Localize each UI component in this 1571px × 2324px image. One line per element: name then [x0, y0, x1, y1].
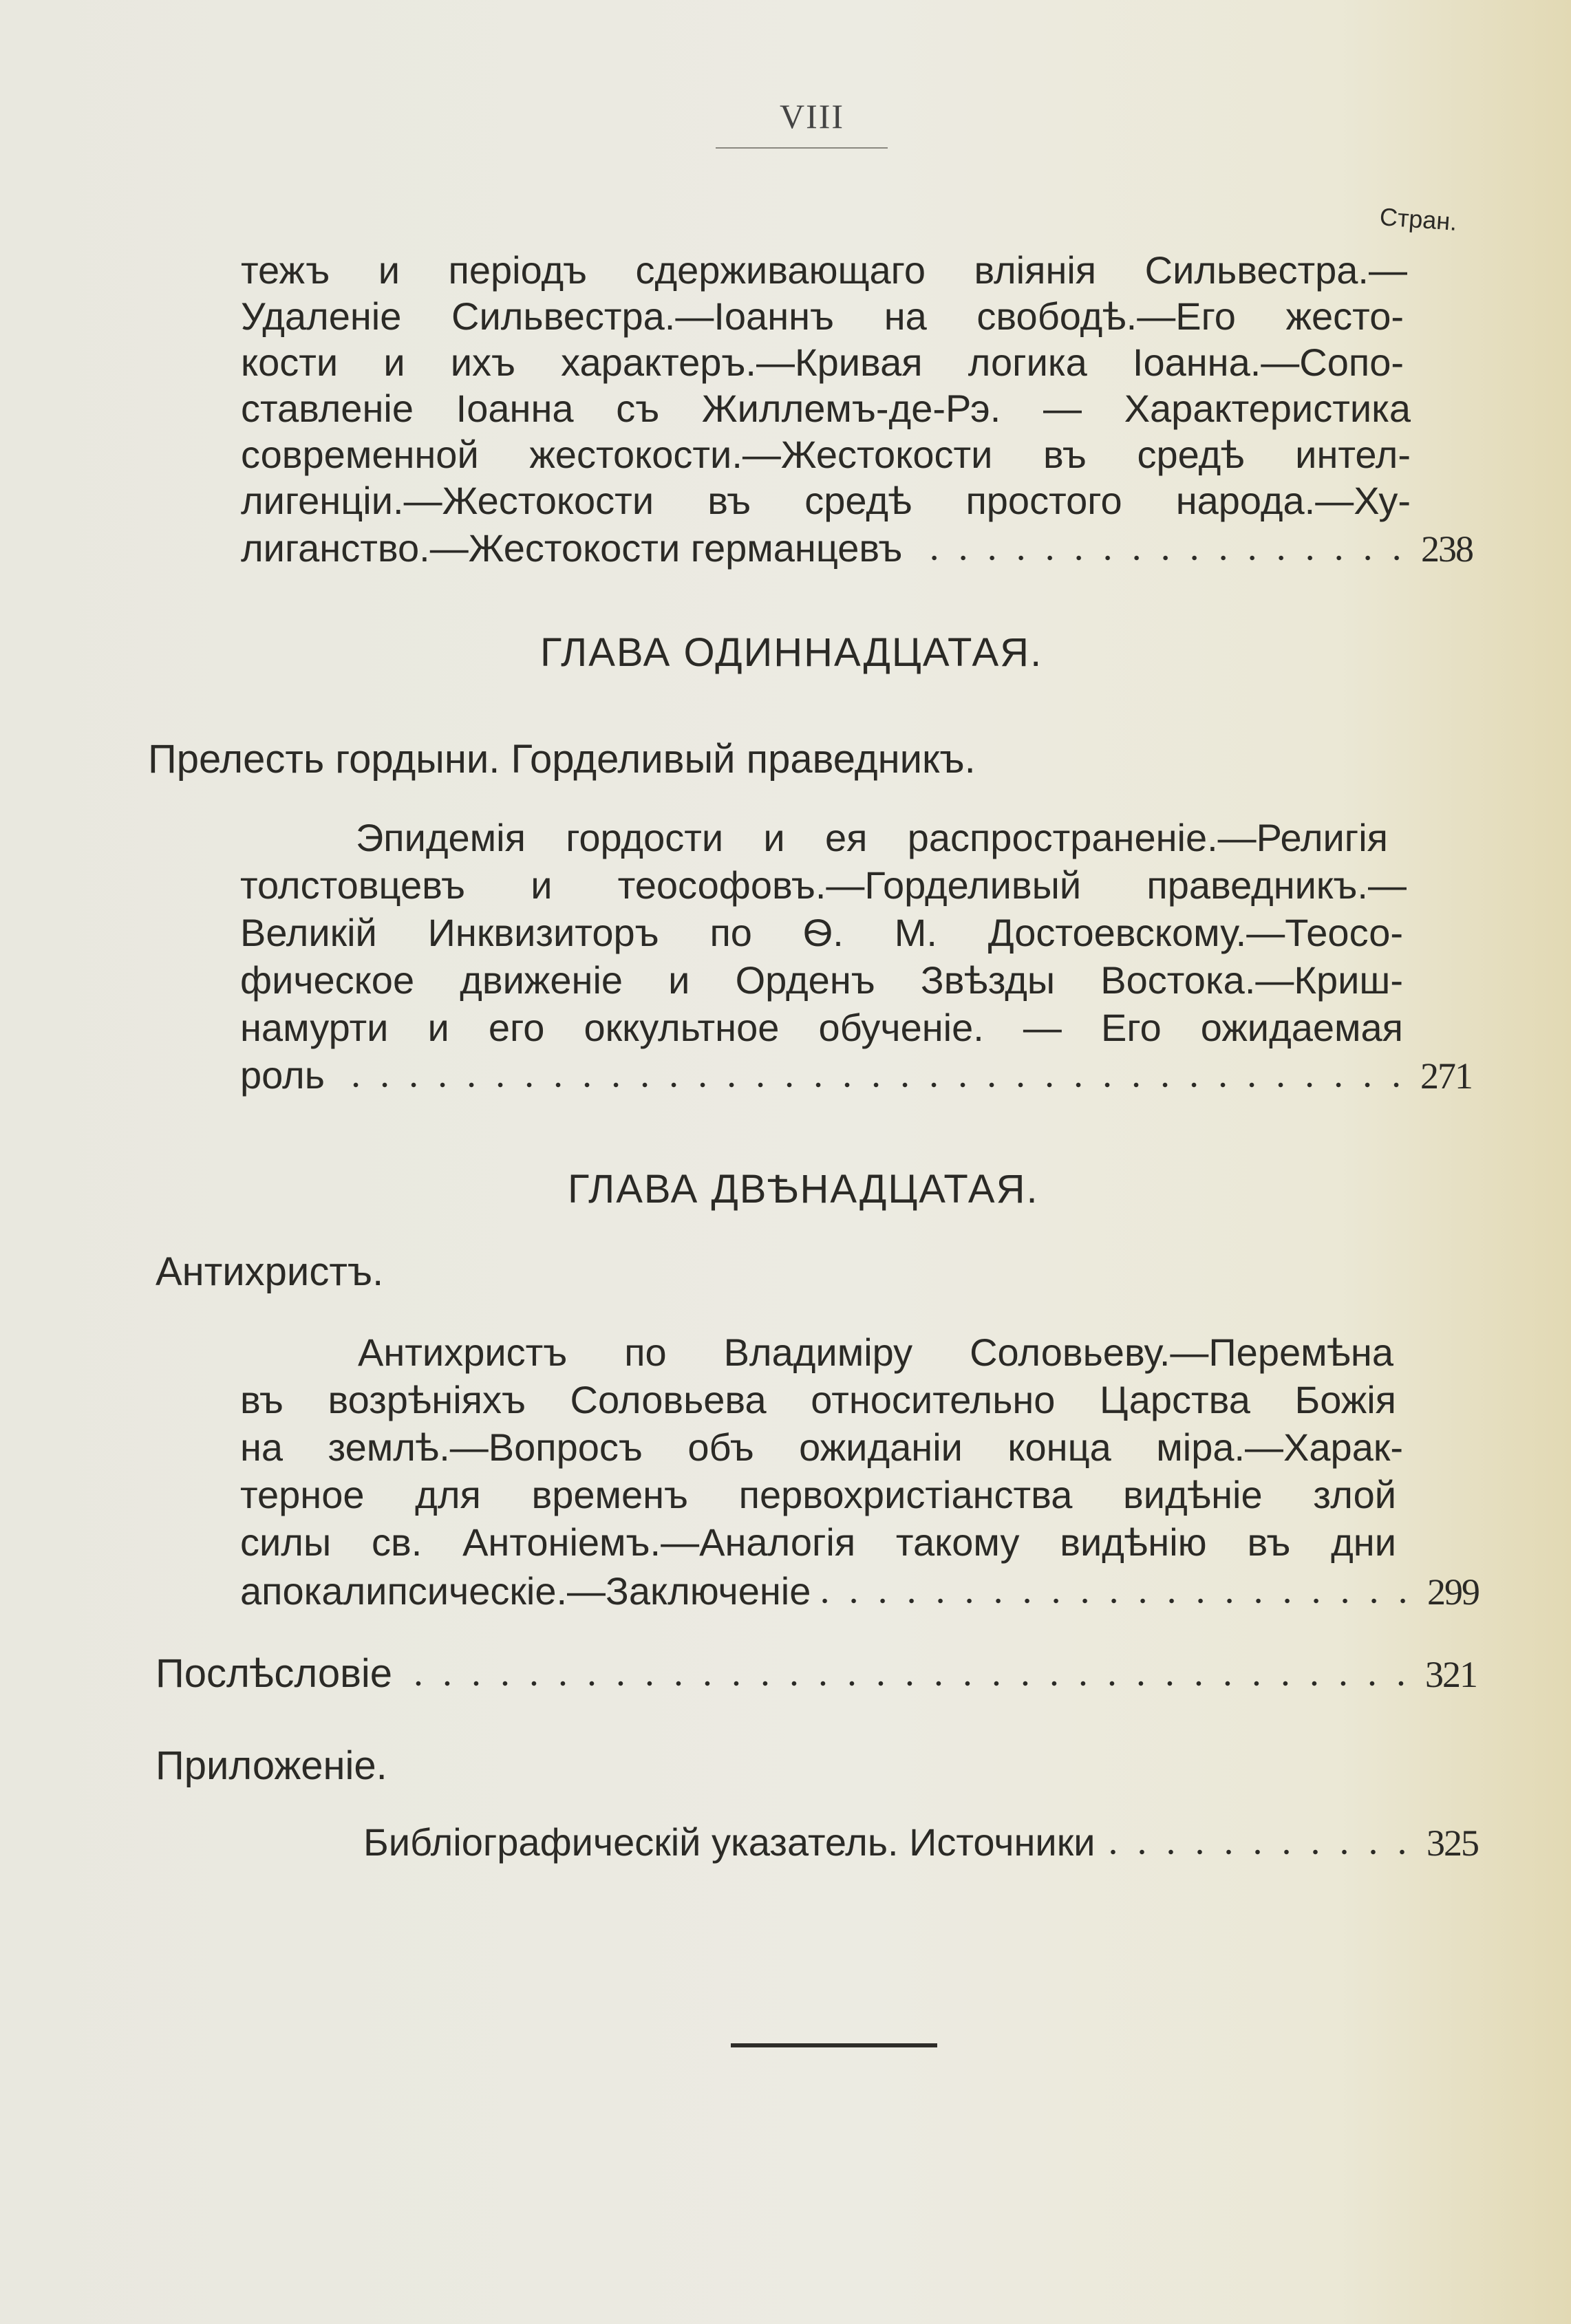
page-column-label: Стран. — [1378, 202, 1458, 236]
dot-leader — [334, 1082, 1411, 1088]
toc-entry-leader — [241, 526, 1473, 571]
end-rule — [731, 2043, 937, 2047]
toc-text-line: кости и ихъ характеръ.—Кривая логика Іоанна.—Сопо- — [241, 341, 1404, 384]
toc-text-line: Великій Инквизиторъ по Ѳ. М. Достоевскому.—Теосо- — [240, 911, 1403, 954]
chapter-title: Приложеніе. — [156, 1743, 387, 1788]
toc-text-line: силы св. Антоніемъ.—Аналогія такому видѣнію въ дни — [240, 1520, 1396, 1564]
page-ref: 299 — [1427, 1571, 1479, 1613]
page-ref: 238 — [1421, 528, 1473, 570]
header-rule — [716, 147, 888, 149]
page-number: VIII — [779, 97, 845, 136]
page-ref: 321 — [1425, 1654, 1477, 1695]
toc-text-line: фическое движеніе и Орденъ Звѣзды Востока.—Криш- — [240, 958, 1403, 1002]
dot-leader — [1104, 1849, 1417, 1855]
dot-leader — [912, 555, 1411, 561]
toc-text-line: Удаленіе Сильвестра.—Іоаннъ на свободѣ.—Его жесто- — [241, 294, 1404, 338]
toc-text-line: апокалипсическіе.—Заключеніе — [240, 1569, 811, 1613]
toc-text-line: лигенціи.—Жестокости въ средѣ простого народа.—Ху- — [241, 479, 1411, 522]
page-ref: 271 — [1420, 1055, 1472, 1097]
toc-entry-afterword — [156, 1651, 1477, 1697]
chapter-heading: ГЛАВА ОДИННАДЦАТАЯ. — [540, 630, 1043, 675]
dot-leader — [402, 1680, 1415, 1687]
toc-text-line: современной жестокости.—Жестокости въ средѣ интел- — [241, 433, 1411, 476]
toc-text-line: терное для временъ первохристіанства видѣніе злой — [240, 1473, 1396, 1516]
toc-text-line: толстовцевъ и теософовъ.—Горделивый праведникъ.— — [240, 863, 1407, 907]
toc-text-line: Антихристъ по Владиміру Соловьеву.—Перемѣна — [358, 1331, 1393, 1374]
chapter-heading: ГЛАВА ДВѢНАДЦАТАЯ. — [568, 1167, 1039, 1212]
toc-text-line: въ возрѣніяхъ Соловьева относительно Царства Божія — [240, 1378, 1396, 1421]
toc-text-line: намурти и его оккультное обученіе. — Его ожидаемая — [240, 1006, 1403, 1049]
chapter-title: Послѣсловіе — [156, 1651, 393, 1696]
toc-text-line: Библіографическій указатель. Источники — [363, 1820, 1096, 1864]
chapter-title: Прелесть гордыни. Горделивый праведникъ. — [148, 737, 976, 782]
toc-entry-leader — [240, 1053, 1472, 1098]
toc-text-line: на землѣ.—Вопросъ объ ожиданіи конца міра.—Харак- — [240, 1425, 1403, 1469]
toc-entry-leader — [363, 1820, 1478, 1865]
chapter-title: Антихристъ. — [156, 1249, 384, 1294]
page-ref: 325 — [1426, 1822, 1478, 1864]
toc-text-line: лиганство.—Жестокости германцевъ — [241, 526, 903, 570]
toc-text-line: тежъ и періодъ сдерживающаго вліянія Сильвестра.— — [241, 248, 1407, 292]
toc-text-line: роль — [240, 1053, 325, 1097]
toc-text-line: Эпидемія гордости и ея распространеніе.—Религія — [356, 816, 1388, 859]
dot-leader — [820, 1597, 1418, 1604]
toc-entry-leader — [240, 1569, 1479, 1614]
toc-text-line: ставленіе Іоанна съ Жиллемъ-де-Рэ. — Характеристика — [241, 387, 1411, 430]
